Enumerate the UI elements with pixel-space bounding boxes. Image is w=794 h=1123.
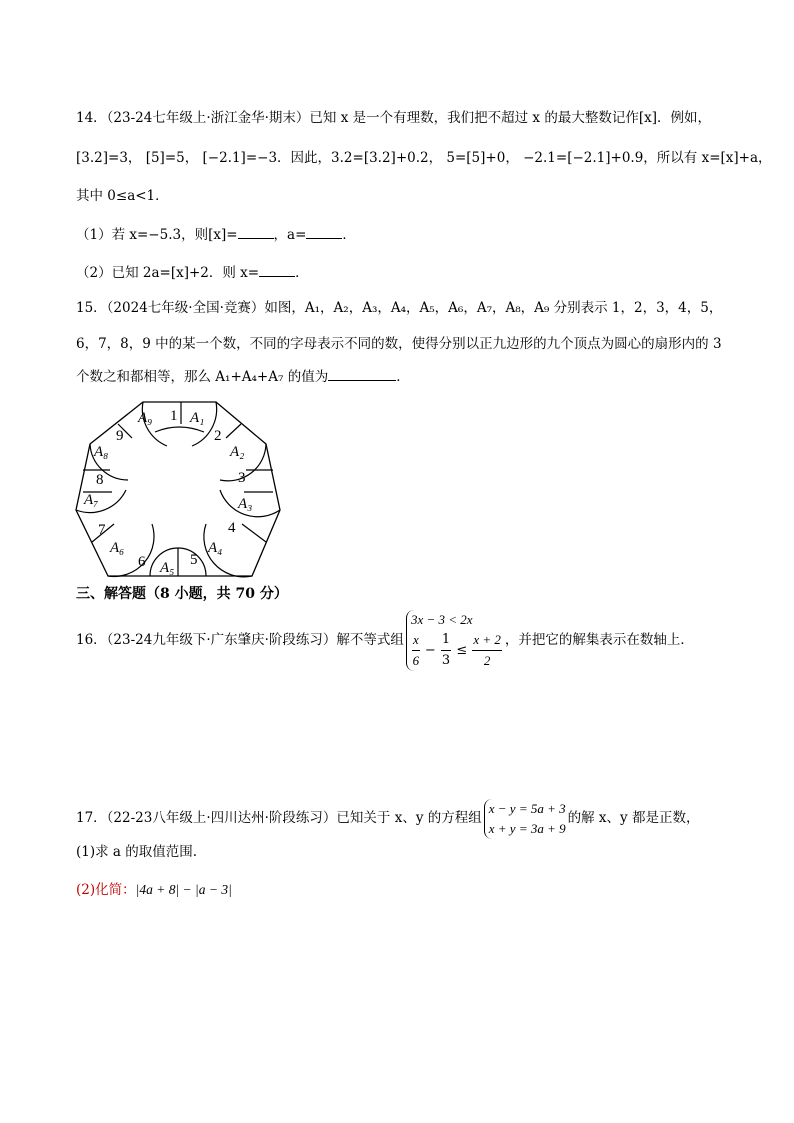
q17-sub2 (76, 880, 232, 900)
q17-prefix: 17．（22-23八年级上·四川达州·阶段练习）已知关于 x、y 的方程组 (76, 810, 482, 826)
q14-sub1-text-b: ，a= (273, 227, 307, 243)
fig-label-a1: A₁ (190, 410, 205, 426)
fig-label-a5: A₅ (160, 560, 175, 576)
sector-divider-5 (242, 524, 266, 542)
fig-label-8: 8 (96, 472, 104, 488)
q17-sub1: (1)求 a 的取值范围. (76, 844, 198, 860)
nonagon-figure (66, 392, 286, 584)
q16-prefix: 16．（23-24九年级下·广东肇庆·阶段练习）解不等式组 (76, 632, 404, 648)
fig-label-a6: A₆ (110, 540, 125, 556)
q15-blank[interactable] (328, 366, 396, 381)
q14-line3: 其中 0≤a<1． (76, 188, 169, 204)
sector-divider-2 (226, 424, 241, 438)
q17-sub2-label: (2)化简： (76, 882, 136, 898)
q17-equation-system (484, 799, 566, 839)
q15-line3-text: 个数之和都相等，那么 A₁+A₄+A₇ 的值为 (76, 369, 329, 385)
fig-label-7: 7 (98, 522, 106, 538)
fig-label-9: 9 (116, 428, 124, 444)
q14-sub1-text-c: ． (342, 227, 356, 243)
q16 (76, 610, 694, 666)
q17-suffix: 的解 x、y 都是正数， (567, 810, 700, 826)
q14-line2: [3.2]=3， [5]=5， [−2.1]=−3．因此，3.2=[3.2]+0.2， 5=[5]+0， −2.1=[−2.1]+0.9，所以有 x=[x]+a， (76, 150, 772, 166)
q14-sub2 (76, 262, 309, 283)
fig-label-a7: A₇ (84, 492, 99, 508)
q16-ineq-2: $\frac{x}{6}$ − $\frac{1}{3}$ ≤ $\frac{x + 2}{2}$ (411, 630, 503, 671)
q16-frac-1: $\frac{x}{6}$ (412, 632, 420, 668)
q14-blank-2[interactable] (306, 224, 342, 239)
fig-label-a9: A₉ (138, 410, 153, 426)
fig-label-5: 5 (190, 552, 198, 568)
q15-line1: 15．（2024七年级·全国·竞赛）如图，A₁，A₂，A₃，A₄，A₅，A₆，A₇，A₈，A₉ 分别表示 1，2，3，4，5， (76, 300, 723, 316)
q17-eq-1: x − y = 5a + 3 (488, 800, 566, 816)
fig-label-a8: A₈ (94, 444, 109, 460)
q15-line2: 6，7，8，9 中的某一个数，不同的字母表示不同的数，使得分别以正九边形的九个顶点为圆心的扇形内的 3 (76, 336, 722, 352)
section-3-title: 三、解答题（8 小题，共 70 分） (76, 586, 288, 602)
q14-sub1 (76, 224, 356, 245)
q14-sub2-text-a: （2）已知 2a=[x]+2．则 x= (76, 265, 260, 281)
q14-sub1-text-a: （1）若 x=−5.3，则[x]= (76, 227, 238, 243)
fig-label-3: 3 (238, 470, 246, 486)
q16-ineq-1: 3x − 3 < 2x (410, 612, 473, 627)
fig-label-a3: A₃ (238, 496, 253, 512)
q14-blank-1[interactable] (238, 224, 274, 239)
fig-label-a4: A₄ (208, 540, 223, 556)
q14-blank-3[interactable] (259, 262, 295, 277)
fig-label-6: 6 (138, 554, 146, 570)
fig-label-4: 4 (228, 520, 236, 536)
q16-frac-3: $\frac{x + 2}{2}$ (473, 632, 501, 668)
q16-suffix: ，并把它的解集表示在数轴上． (504, 632, 694, 648)
q16-frac-2: $\frac{1}{3}$ (441, 632, 451, 668)
fig-label-1: 1 (170, 408, 178, 424)
q17-eq-2: x + y = 3a + 9 (488, 820, 566, 836)
q15-line3-end: ． (396, 369, 410, 385)
q15-line3 (76, 366, 410, 387)
sector-arc-top-mid (155, 427, 204, 432)
q17 (76, 796, 699, 840)
fig-label-2: 2 (214, 428, 222, 444)
fig-label-a2: A₂ (230, 444, 245, 460)
q17-sub2-expr: |4a + 8| − |a − 3| (135, 882, 232, 897)
q16-inequality-system (406, 610, 503, 671)
q14-sub2-text-b: ． (295, 265, 309, 281)
q14-line1: 14．（23-24七年级上·浙江金华·期末）已知 x 是一个有理数，我们把不超过 x 的最大整数记作[x]．例如， (76, 110, 711, 126)
